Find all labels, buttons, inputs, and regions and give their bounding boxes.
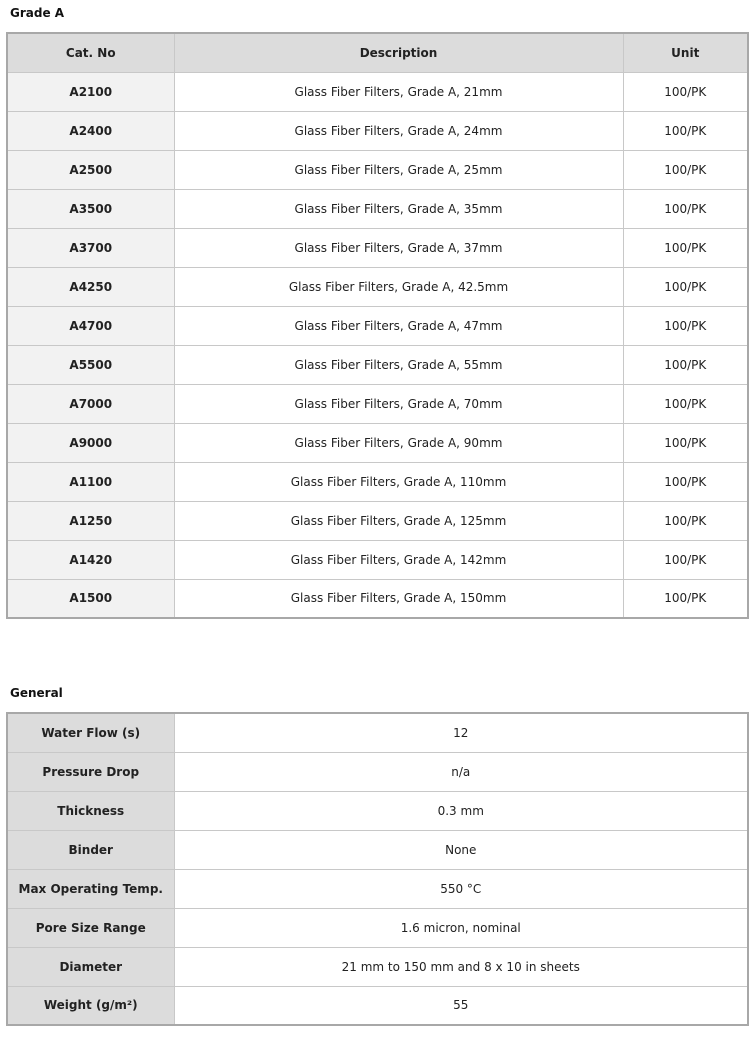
spec-label: Pressure Drop [7, 752, 174, 791]
spec-value: n/a [174, 752, 748, 791]
description-cell: Glass Fiber Filters, Grade A, 37mm [174, 228, 623, 267]
description-cell: Glass Fiber Filters, Grade A, 110mm [174, 462, 623, 501]
table-row [7, 579, 748, 618]
table-row [7, 306, 748, 345]
spec-label: Water Flow (s) [7, 713, 174, 752]
table-row [7, 228, 748, 267]
spec-value: 1.6 micron, nominal [174, 908, 748, 947]
spec-value: 12 [174, 713, 748, 752]
unit-cell: 100/PK [623, 72, 748, 111]
grade-a-header-row [7, 33, 748, 72]
grade-a-table [6, 32, 749, 619]
spec-label: Binder [7, 830, 174, 869]
spec-value: None [174, 830, 748, 869]
unit-cell: 100/PK [623, 540, 748, 579]
spec-row [7, 791, 748, 830]
unit-cell: 100/PK [623, 384, 748, 423]
spec-row [7, 830, 748, 869]
spec-row [7, 752, 748, 791]
description-cell: Glass Fiber Filters, Grade A, 125mm [174, 501, 623, 540]
spec-label: Weight (g/m²) [7, 986, 174, 1025]
cat-no-cell: A7000 [7, 384, 174, 423]
unit-cell: 100/PK [623, 306, 748, 345]
description-cell: Glass Fiber Filters, Grade A, 42.5mm [174, 267, 623, 306]
general-title: General [10, 686, 63, 700]
description-cell: Glass Fiber Filters, Grade A, 24mm [174, 111, 623, 150]
cat-no-cell: A2100 [7, 72, 174, 111]
table-row [7, 150, 748, 189]
general-table [6, 712, 749, 1026]
table-row [7, 345, 748, 384]
cat-no-cell: A3500 [7, 189, 174, 228]
cat-no-cell: A4700 [7, 306, 174, 345]
table-row [7, 384, 748, 423]
cat-no-cell: A1500 [7, 579, 174, 618]
description-cell: Glass Fiber Filters, Grade A, 90mm [174, 423, 623, 462]
unit-cell: 100/PK [623, 501, 748, 540]
spec-label: Thickness [7, 791, 174, 830]
unit-cell: 100/PK [623, 345, 748, 384]
unit-cell: 100/PK [623, 189, 748, 228]
unit-cell: 100/PK [623, 111, 748, 150]
unit-cell: 100/PK [623, 150, 748, 189]
description-cell: Glass Fiber Filters, Grade A, 55mm [174, 345, 623, 384]
spec-value: 55 [174, 986, 748, 1025]
cat-no-cell: A2500 [7, 150, 174, 189]
spec-value: 21 mm to 150 mm and 8 x 10 in sheets [174, 947, 748, 986]
unit-cell: 100/PK [623, 579, 748, 618]
cat-no-cell: A2400 [7, 111, 174, 150]
description-cell: Glass Fiber Filters, Grade A, 47mm [174, 306, 623, 345]
unit-cell: 100/PK [623, 423, 748, 462]
table-row [7, 111, 748, 150]
description-cell: Glass Fiber Filters, Grade A, 35mm [174, 189, 623, 228]
table-row [7, 267, 748, 306]
spec-label: Pore Size Range [7, 908, 174, 947]
cat-no-cell: A4250 [7, 267, 174, 306]
table-row [7, 540, 748, 579]
cat-no-cell: A1250 [7, 501, 174, 540]
cat-no-cell: A1100 [7, 462, 174, 501]
cat-no-cell: A3700 [7, 228, 174, 267]
table-row [7, 462, 748, 501]
spec-label: Max Operating Temp. [7, 869, 174, 908]
spec-row [7, 713, 748, 752]
grade-a-title: Grade A [10, 6, 65, 20]
header-unit: Unit [623, 33, 748, 72]
spec-value: 550 °C [174, 869, 748, 908]
description-cell: Glass Fiber Filters, Grade A, 70mm [174, 384, 623, 423]
unit-cell: 100/PK [623, 228, 748, 267]
unit-cell: 100/PK [623, 267, 748, 306]
cat-no-cell: A9000 [7, 423, 174, 462]
cat-no-cell: A1420 [7, 540, 174, 579]
spec-label: Diameter [7, 947, 174, 986]
header-cat-no: Cat. No [7, 33, 174, 72]
spec-row [7, 869, 748, 908]
unit-cell: 100/PK [623, 462, 748, 501]
cat-no-cell: A5500 [7, 345, 174, 384]
description-cell: Glass Fiber Filters, Grade A, 21mm [174, 72, 623, 111]
header-description: Description [174, 33, 623, 72]
description-cell: Glass Fiber Filters, Grade A, 25mm [174, 150, 623, 189]
description-cell: Glass Fiber Filters, Grade A, 142mm [174, 540, 623, 579]
spec-row [7, 947, 748, 986]
spec-value: 0.3 mm [174, 791, 748, 830]
spec-row [7, 908, 748, 947]
spec-row [7, 986, 748, 1025]
description-cell: Glass Fiber Filters, Grade A, 150mm [174, 579, 623, 618]
table-row [7, 501, 748, 540]
table-row [7, 423, 748, 462]
table-row [7, 189, 748, 228]
table-row [7, 72, 748, 111]
